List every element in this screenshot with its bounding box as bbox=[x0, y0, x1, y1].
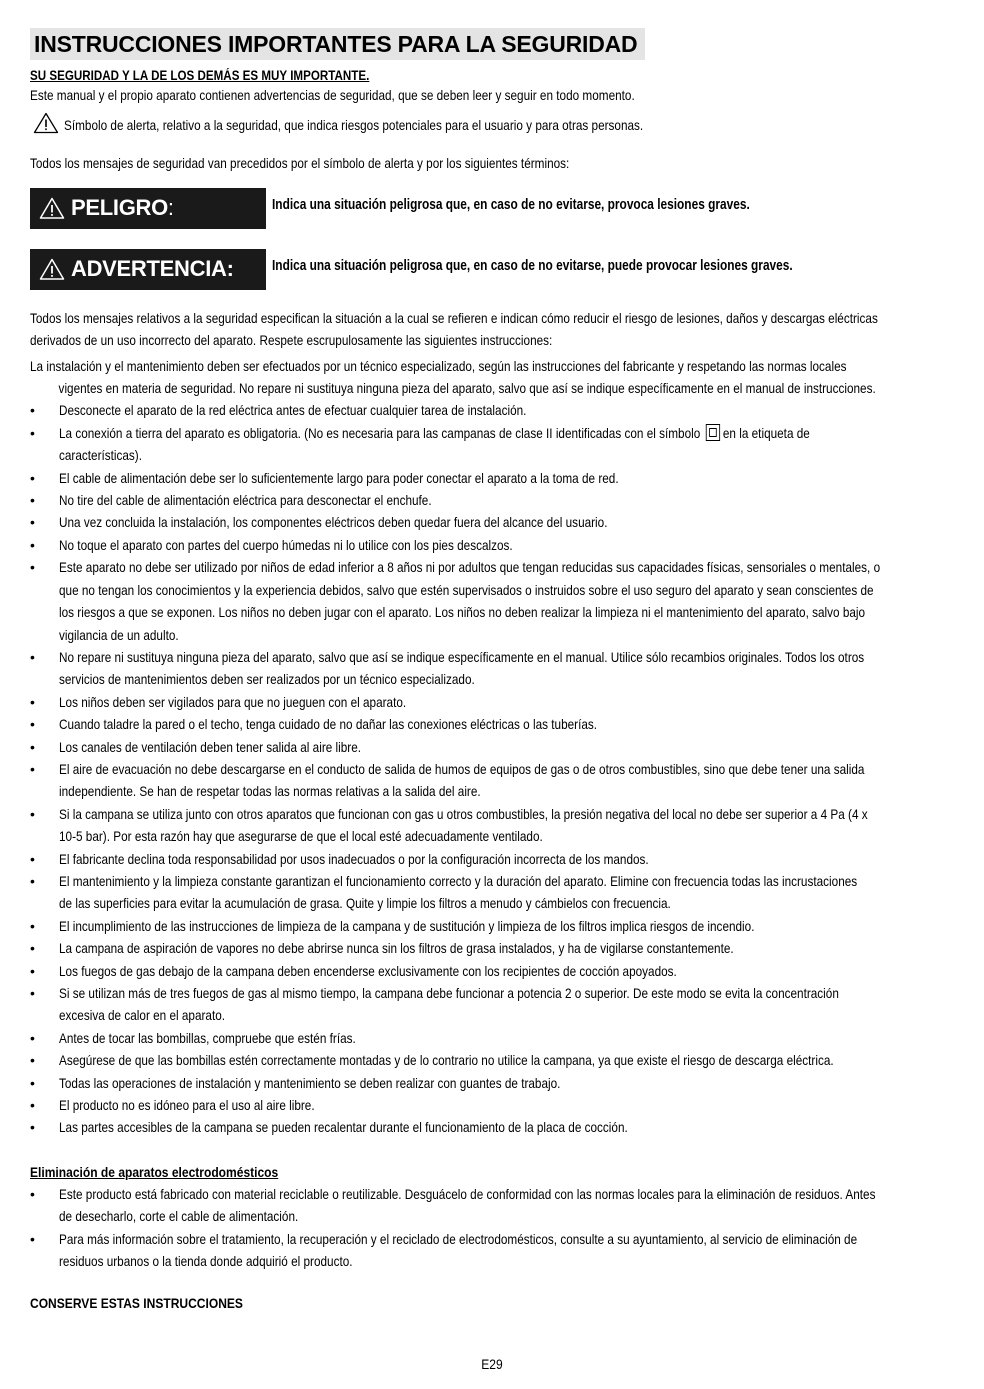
bullet-mark: • bbox=[30, 514, 35, 531]
list-item-line: No repare ni sustituya ninguna pieza del aparato, salvo que así se indique específicamente en el manual. Utilice sólo recambios originales. Todos los otros bbox=[59, 648, 865, 665]
list-item bbox=[30, 736, 955, 758]
list-item bbox=[30, 1228, 955, 1273]
list-item bbox=[30, 511, 955, 533]
signal-row-advertencia bbox=[30, 249, 955, 290]
list-item-line bbox=[59, 422, 812, 444]
bullet-mark: • bbox=[30, 1230, 35, 1247]
list-item-line: Asegúrese de que las bombillas estén correctamente montadas y de lo contrario no utilice la campana, ya que existe el riesgo de descarga eléctrica. bbox=[59, 1052, 834, 1069]
bullet-mark: • bbox=[30, 917, 35, 934]
bullet-mark: • bbox=[30, 1052, 35, 1069]
install-line: La instalación y el mantenimiento deben ser efectuados por un técnico especializado, según las instrucciones del fabricante y respetando las normas locales bbox=[30, 357, 847, 374]
list-item-line: 10-5 bar). Por esta razón hay que asegurarse de que el local esté adecuadamente ventilado. bbox=[59, 828, 543, 845]
list-item-line: Una vez concluida la instalación, los componentes eléctricos deben quedar fuera del alcance del usuario. bbox=[59, 514, 608, 531]
list-item-line: La campana de aspiración de vapores no debe abrirse nunca sin los filtros de grasa instalados, y ha de vigilarse constantemente. bbox=[59, 940, 734, 957]
list-item-line: El fabricante declina toda responsabilidad por usos inadecuados o por la configuración incorrecta de los mandos. bbox=[59, 850, 649, 867]
list-item bbox=[30, 467, 955, 489]
bullet-mark: • bbox=[30, 469, 35, 486]
bullet-mark: • bbox=[30, 648, 35, 665]
list-item-line: servicios de mantenimientos deben ser realizados por un técnico especializado. bbox=[59, 671, 475, 688]
list-item-line: que no tengan los conocimientos y la experiencia debidos, salvo que estén supervisados o instruidos sobre el uso seguro del aparato y sean conscientes de bbox=[59, 581, 874, 598]
list-item-line: El producto no es idóneo para el uso al aire libre. bbox=[59, 1097, 315, 1114]
list-item bbox=[30, 489, 955, 511]
signal-word-text: PELIGRO bbox=[71, 195, 168, 221]
list-item-line: de desecharlo, corte el cable de alimentación. bbox=[59, 1208, 299, 1225]
list-item bbox=[30, 1116, 955, 1138]
safety-subheading: SU SEGURIDAD Y LA DE LOS DEMÁS ES MUY IMPORTANTE. bbox=[30, 68, 370, 83]
signal-row-peligro bbox=[30, 188, 955, 229]
body-line: Todos los mensajes relativos a la seguridad especifican la situación a la cual se refieren e indican cómo reducir el riesgo de lesiones, daños y descargas eléctricas bbox=[30, 309, 878, 326]
bullet-mark: • bbox=[30, 559, 35, 576]
alert-symbol-text: Símbolo de alerta, relativo a la seguridad, que indica riesgos potenciales para el usuario y para otras personas. bbox=[64, 117, 644, 134]
warning-triangle-icon bbox=[33, 112, 59, 134]
list-item-line: No toque el aparato con partes del cuerpo húmedas ni lo utilice con los pies descalzos. bbox=[59, 536, 513, 553]
list-item bbox=[30, 937, 955, 959]
list-item-line: No tire del cable de alimentación eléctrica para desconectar el enchufe. bbox=[59, 492, 432, 509]
alert-symbol-line bbox=[30, 112, 955, 138]
bullet-mark: • bbox=[30, 1074, 35, 1091]
terms-intro-text: Todos los mensajes de seguridad van precedidos por el símbolo de alerta y por los siguientes términos: bbox=[30, 155, 570, 172]
bullet-mark: • bbox=[30, 760, 35, 777]
list-item-text: La conexión a tierra del aparato es obligatoria. (No es necesaria para las campanas de clase II identificadas con el símbolo bbox=[59, 424, 701, 441]
list-item-line: características). bbox=[59, 447, 143, 464]
list-item bbox=[30, 1049, 955, 1071]
list-item-line: vigilancia de un adulto. bbox=[59, 626, 179, 643]
signal-desc-advertencia: Indica una situación peligrosa que, en caso de no evitarse, puede provocar lesiones graves. bbox=[272, 257, 793, 274]
bullet-mark: • bbox=[30, 1029, 35, 1046]
bullet-mark: • bbox=[30, 985, 35, 1001]
list-item bbox=[30, 399, 955, 421]
body-paragraph bbox=[30, 307, 955, 400]
bullet-mark: • bbox=[30, 1097, 35, 1114]
disposal-bullet-list bbox=[30, 1183, 955, 1273]
signal-word-advertencia: ADVERTENCIA: bbox=[71, 256, 234, 282]
list-item-line: Si se utilizan más de tres fuegos de gas al mismo tiempo, la campana debe funcionar a potencia 2 o superior. De este modo se evita la concentración bbox=[59, 985, 839, 1001]
bullet-mark: • bbox=[30, 962, 35, 979]
list-item bbox=[30, 758, 955, 803]
list-item-line: Los canales de ventilación deben tener salida al aire libre. bbox=[59, 738, 362, 755]
list-item bbox=[30, 1027, 955, 1049]
signal-word-peligro bbox=[71, 195, 174, 221]
list-item-line: Los fuegos de gas debajo de la campana deben encenderse exclusivamente con los recipientes de cocción apoyados. bbox=[59, 962, 677, 979]
list-item-line: Desconecte el aparato de la red eléctrica antes de efectuar cualquier tarea de instalación. bbox=[59, 402, 527, 419]
list-item bbox=[30, 534, 955, 556]
list-item bbox=[30, 1072, 955, 1094]
list-item bbox=[30, 982, 955, 1027]
list-item-line: Este producto está fabricado con material reciclable o reutilizable. Desguácelo de conformidad con las normas locales para la eliminación de residuos. Antes bbox=[59, 1185, 876, 1202]
list-item-line: Todas las operaciones de instalación y mantenimiento se deben realizar con guantes de trabajo. bbox=[59, 1074, 561, 1091]
bullet-mark: • bbox=[30, 492, 35, 509]
list-item-line: El aire de evacuación no debe descargarse en el conducto de salida de humos de equipos de gas o de otros combustibles, sino que debe tener una salida bbox=[59, 760, 865, 777]
page-content bbox=[30, 28, 955, 1311]
list-item bbox=[30, 848, 955, 870]
class-ii-double-square-icon bbox=[706, 424, 720, 441]
disposal-heading: Eliminación de aparatos electrodomésticos bbox=[30, 1163, 279, 1180]
page-number: E29 bbox=[481, 1356, 503, 1372]
list-item-line: excesiva de calor en el aparato. bbox=[59, 1007, 226, 1024]
list-item-line: Los niños deben ser vigilados para que no jueguen con el aparato. bbox=[59, 693, 407, 710]
list-item-line: El cable de alimentación debe ser lo suficientemente largo para poder conectar el aparato a la toma de red. bbox=[59, 469, 619, 486]
body-line: derivados de un uso incorrecto del aparato. Respete escrupulosamente las siguientes instrucciones: bbox=[30, 332, 553, 349]
list-item bbox=[30, 1094, 955, 1116]
install-line: vigentes en materia de seguridad. No repare ni sustituya ninguna pieza del aparato, salvo que así se indique específicamente en el manual de instrucciones. bbox=[58, 380, 876, 397]
list-item-line: Este aparato no debe ser utilizado por niños de edad inferior a 8 años ni por adultos que tengan reducidas sus capacidades físicas, sensoriales o mentales, o bbox=[59, 559, 881, 576]
bullet-mark: • bbox=[30, 738, 35, 755]
list-item bbox=[30, 646, 955, 691]
bullet-mark: • bbox=[30, 805, 35, 822]
list-item bbox=[30, 556, 955, 646]
signal-word-colon: : bbox=[167, 195, 174, 221]
bullet-mark: • bbox=[30, 693, 35, 710]
signal-box-advertencia bbox=[30, 249, 266, 290]
list-item bbox=[30, 422, 955, 467]
list-item bbox=[30, 960, 955, 982]
safety-bullet-list bbox=[30, 399, 955, 1138]
warning-triangle-icon bbox=[39, 258, 65, 281]
bullet-mark: • bbox=[30, 1185, 35, 1202]
bullet-mark: • bbox=[30, 1119, 35, 1136]
list-item-line: independiente. Se han de respetar todas las normas relativas a la salida del aire. bbox=[59, 783, 481, 800]
list-item-line: Cuando taladre la pared o el techo, tenga cuidado de no dañar las conexiones eléctricas o las tuberías. bbox=[59, 716, 598, 733]
list-item bbox=[30, 803, 955, 848]
warning-triangle-icon bbox=[39, 197, 65, 220]
list-item-line: residuos urbanos o la tienda donde adquirió el producto. bbox=[59, 1253, 353, 1270]
list-item-line: los riesgos a que se exponen. Los niños no deben jugar con el aparato. Los niños no deben realizar la limpieza ni el mantenimiento del aparato, salvo bajo bbox=[59, 604, 866, 621]
signal-desc-peligro: Indica una situación peligrosa que, en caso de no evitarse, provoca lesiones graves. bbox=[272, 196, 750, 213]
list-item-line: El incumplimiento de las instrucciones de limpieza de la campana y de sustitución y limpieza de los filtros implica riesgos de incendio. bbox=[59, 917, 755, 934]
list-item bbox=[30, 713, 955, 735]
bullet-mark: • bbox=[30, 850, 35, 867]
bullet-mark: • bbox=[30, 716, 35, 733]
list-item-line: Para más información sobre el tratamiento, la recuperación y el reciclado de electrodomésticos, consulte a su ayuntamiento, al servicio de eliminación de bbox=[59, 1230, 858, 1247]
list-item-line: Las partes accesibles de la campana se pueden recalentar durante el funcionamiento de la placa de cocción. bbox=[59, 1119, 628, 1136]
bullet-mark: • bbox=[30, 424, 35, 441]
list-item bbox=[30, 915, 955, 937]
bullet-mark: • bbox=[30, 940, 35, 957]
page-title: INSTRUCCIONES IMPORTANTES PARA LA SEGURIDAD bbox=[30, 28, 645, 60]
bullet-mark: • bbox=[30, 402, 35, 419]
signal-box-peligro bbox=[30, 188, 266, 229]
list-item bbox=[30, 691, 955, 713]
bullet-mark: • bbox=[30, 536, 35, 553]
list-item bbox=[30, 1183, 955, 1228]
list-item-text: en la etiqueta de bbox=[722, 424, 810, 441]
list-item-line: Si la campana se utiliza junto con otros aparatos que funcionan con gas u otros combustibles, la presión negativa del local no debe ser superior a 4 Pa (4 x bbox=[59, 805, 868, 822]
list-item-line: El mantenimiento y la limpieza constante garantizan el funcionamiento correcto y la duración del aparato. Elimine con frecuencia todas las incrustaciones bbox=[59, 872, 858, 889]
list-item-line: de las superficies para evitar la acumulación de grasa. Quite y limpie los filtros a menudo y cámbielos con frecuencia. bbox=[59, 895, 671, 912]
list-item bbox=[30, 870, 955, 915]
bullet-mark: • bbox=[30, 872, 35, 889]
conserve-instructions: CONSERVE ESTAS INSTRUCCIONES bbox=[30, 1295, 243, 1312]
list-item-line: Antes de tocar las bombillas, compruebe que estén frías. bbox=[59, 1029, 356, 1046]
intro-text: Este manual y el propio aparato contienen advertencias de seguridad, que se deben leer y seguir en todo momento. bbox=[30, 87, 635, 103]
